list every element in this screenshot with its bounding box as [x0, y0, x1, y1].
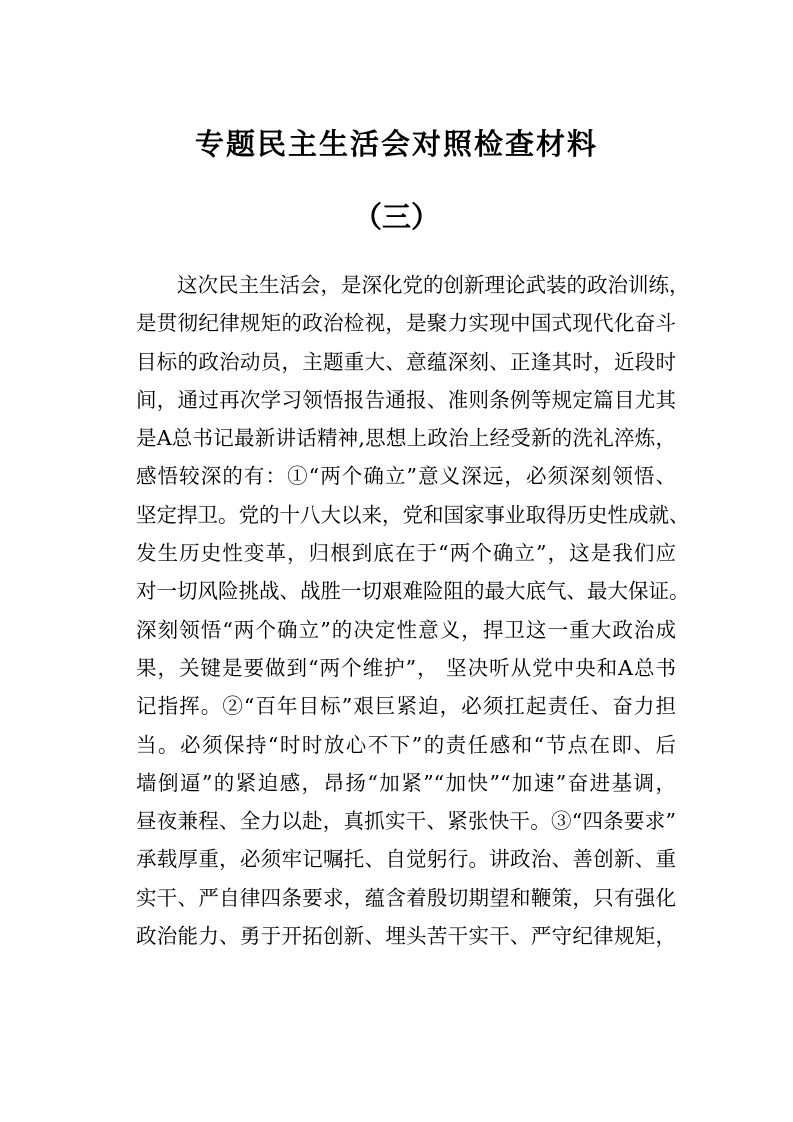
body-line: 昼夜兼程、全力以赴，真抓实干、紧张快干。③“四条要求” [136, 809, 676, 834]
document-subtitle: （三） [352, 200, 440, 234]
body-line: 坚定捍卫。党的十八大以来，党和国家事业取得历史性成就、 [136, 502, 690, 527]
body-line: 对一切风险挑战、战胜一切艰难险阻的最大底气、最大保证。 [136, 579, 690, 604]
body-line: 发生历史性变革，归根到底在于“两个确立”，这是我们应 [136, 541, 676, 566]
document-title: 专题民主生活会对照检查材料 [194, 127, 598, 161]
body-line: 这次民主生活会，是深化党的创新理论武装的政治训练， [177, 273, 690, 297]
body-paragraph [136, 266, 690, 955]
body-line: 当。必须保持“时时放心不下”的责任感和“节点在即、后 [136, 732, 676, 757]
body-line: 果，关键是要做到“两个维护”， 坚决听从党中央和A总书 [136, 655, 676, 680]
body-line: 政治能力、勇于开拓创新、埋头苦干实干、严守纪律规矩， [136, 924, 676, 949]
body-line: 间，通过再次学习领悟报告通报、准则条例等规定篇目尤其 [136, 387, 676, 412]
body-line: 目标的政治动员，主题重大、意蕴深刻、正逢其时，近段时 [136, 349, 676, 374]
body-line: 实干、严自律四条要求，蕴含着殷切期望和鞭策，只有强化 [136, 885, 676, 910]
body-line: 是贯彻纪律规矩的政治检视，是聚力实现中国式现代化奋斗 [136, 311, 676, 336]
body-line: 深刻领悟“两个确立”的决定性意义，捍卫这一重大政治成 [136, 617, 676, 642]
body-line: 是A总书记最新讲话精神,思想上政治上经受新的洗礼淬炼， [136, 426, 676, 451]
body-line: 墙倒逼”的紧迫感，昂扬“加紧”“加快”“加速”奋进基调， [136, 770, 676, 795]
body-line: 记指挥。②“百年目标”艰巨紧迫，必须扛起责任、奋力担 [136, 694, 676, 719]
body-line: 感悟较深的有：①“两个确立”意义深远，必须深刻领悟、 [136, 464, 676, 489]
body-line: 承载厚重，必须牢记嘱托、自觉躬行。讲政治、善创新、重 [136, 847, 676, 872]
